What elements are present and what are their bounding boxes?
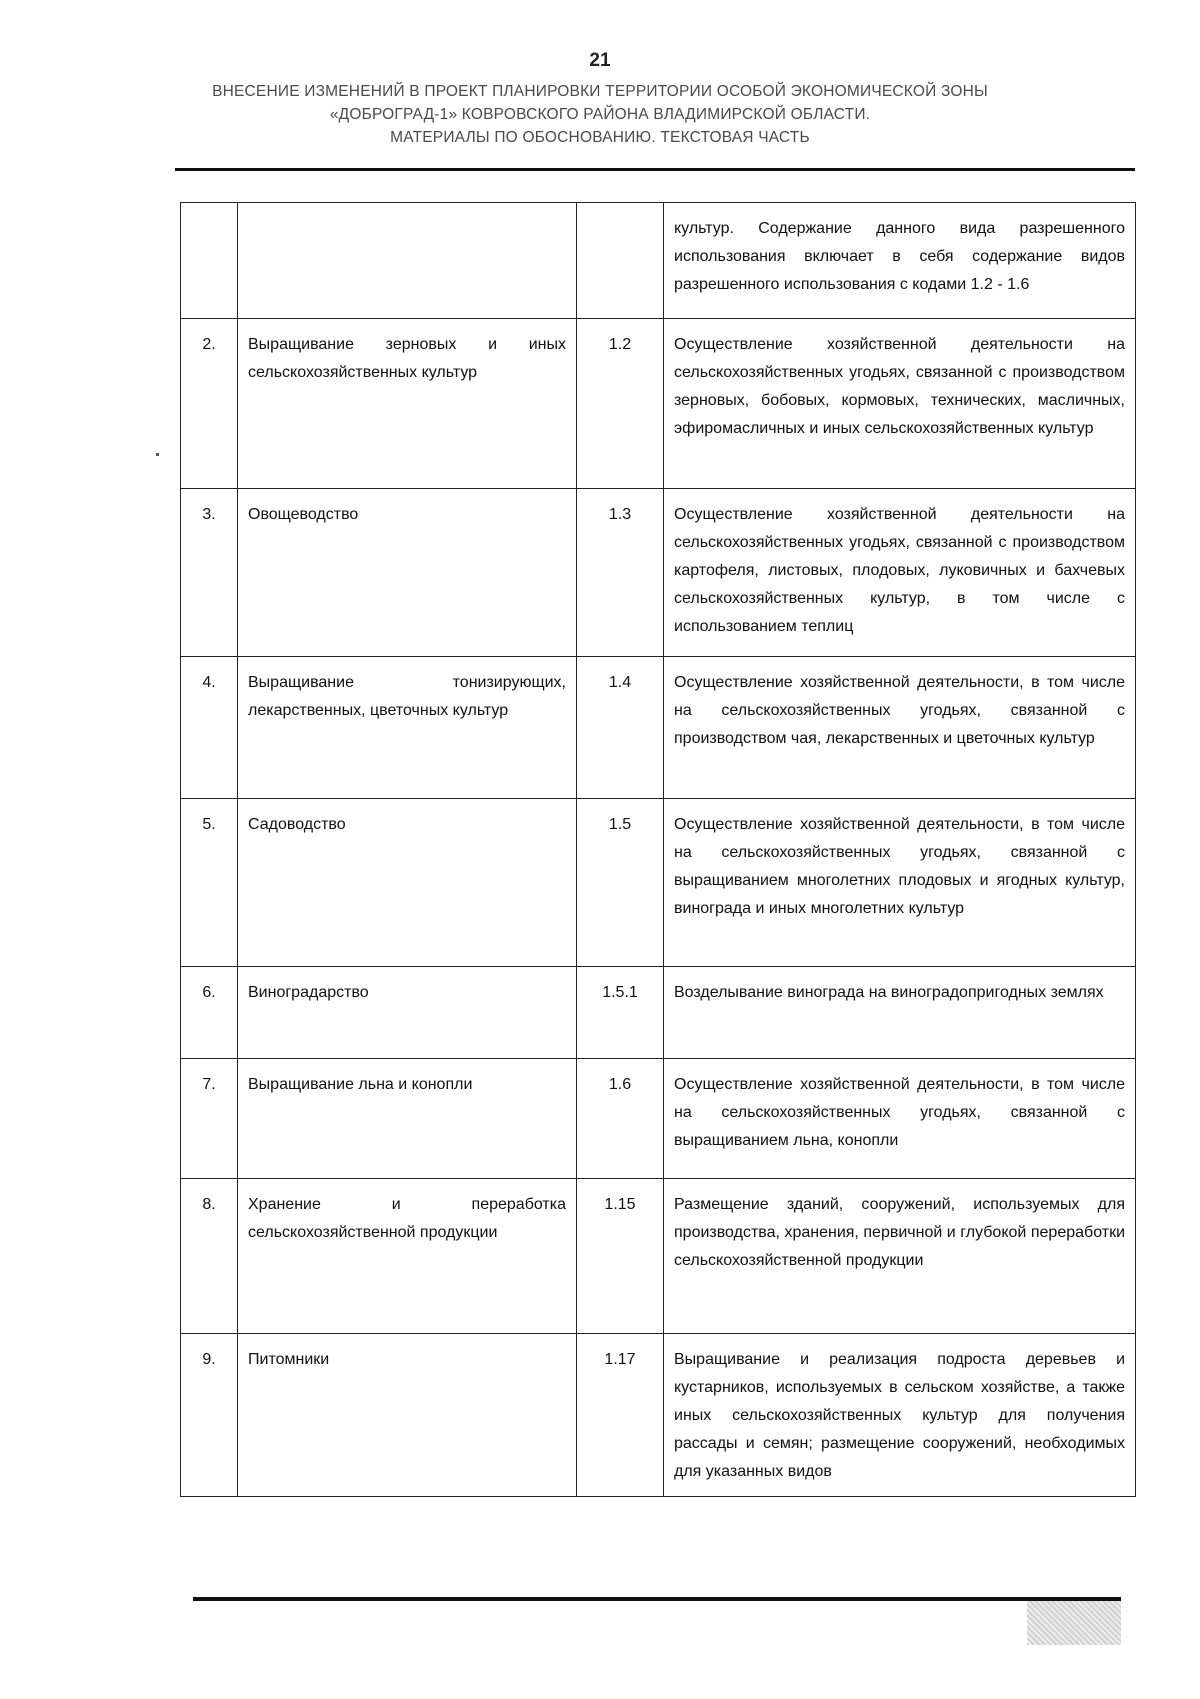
scan-stamp (1027, 1601, 1121, 1645)
table-row (181, 319, 1136, 489)
header-line-2: «ДОБРОГРАД-1» КОВРОВСКОГО РАЙОНА ВЛАДИМИРСКОЙ ОБЛАСТИ. (329, 106, 871, 123)
land-use-description: Выращивание и реализация подроста деревьев и кустарников, используемых в сельском хозяйстве, а также иных сельскохозяйственных культур для получения рассады и семян; размещение сооружений, необходимых для указанных видов (664, 1334, 1136, 1497)
land-use-description: Осуществление хозяйственной деятельности на сельскохозяйственных угодьях, связанной с производством картофеля, листовых, плодовых, луковичных и бахчевых сельскохозяйственных культур, в том числе с использованием теплиц (664, 489, 1136, 657)
row-number (181, 203, 238, 319)
row-number: 9. (181, 1334, 238, 1497)
land-use-name: Выращивание льна и конопли (238, 1059, 577, 1179)
table-row (181, 657, 1136, 799)
land-use-code: 1.17 (577, 1334, 664, 1497)
land-use-code: 1.6 (577, 1059, 664, 1179)
land-use-name: Выращивание тонизирующих, лекарственных, цветочных культур (238, 657, 577, 799)
land-use-table (180, 202, 1136, 1497)
table-row (181, 799, 1136, 967)
land-use-description: Осуществление хозяйственной деятельности на сельскохозяйственных угодьях, связанной с производством зерновых, бобовых, кормовых, технических, масличных, эфиромасличных и иных сельскохозяйственных культур (664, 319, 1136, 489)
page-number: 21 (589, 50, 611, 71)
row-number: 8. (181, 1179, 238, 1334)
land-use-name (238, 203, 577, 319)
row-number: 5. (181, 799, 238, 967)
scan-speck (156, 453, 159, 456)
row-number: 3. (181, 489, 238, 657)
row-number: 4. (181, 657, 238, 799)
table-row (181, 1059, 1136, 1179)
land-use-code: 1.2 (577, 319, 664, 489)
land-use-code: 1.4 (577, 657, 664, 799)
land-use-name: Выращивание зерновых и иных сельскохозяйственных культур (238, 319, 577, 489)
land-use-name: Садоводство (238, 799, 577, 967)
document-header (150, 80, 1050, 149)
row-number: 2. (181, 319, 238, 489)
table-row (181, 203, 1136, 319)
table-row (181, 1179, 1136, 1334)
header-divider (175, 168, 1135, 171)
land-use-description: культур. Содержание данного вида разрешенного использования включает в себя содержание видов разрешенного использования с кодами 1.2 - 1.6 (664, 203, 1136, 319)
table-row (181, 489, 1136, 657)
land-use-name: Овощеводство (238, 489, 577, 657)
land-use-code: 1.5.1 (577, 967, 664, 1059)
header-line-3: МАТЕРИАЛЫ ПО ОБОСНОВАНИЮ. ТЕКСТОВАЯ ЧАСТЬ (390, 129, 810, 146)
land-use-code: 1.5 (577, 799, 664, 967)
land-use-name: Питомники (238, 1334, 577, 1497)
land-use-name: Хранение и переработка сельскохозяйственной продукции (238, 1179, 577, 1334)
footer-divider (193, 1597, 1121, 1601)
land-use-name: Виноградарство (238, 967, 577, 1059)
land-use-code: 1.3 (577, 489, 664, 657)
row-number: 7. (181, 1059, 238, 1179)
row-number: 6. (181, 967, 238, 1059)
land-use-description: Возделывание винограда на виноградопригодных землях (664, 967, 1136, 1059)
table-row (181, 967, 1136, 1059)
land-use-description: Осуществление хозяйственной деятельности, в том числе на сельскохозяйственных угодьях, связанной с выращиванием льна, конопли (664, 1059, 1136, 1179)
land-use-code: 1.15 (577, 1179, 664, 1334)
land-use-description: Осуществление хозяйственной деятельности, в том числе на сельскохозяйственных угодьях, связанной с выращиванием многолетних плодовых и ягодных культур, винограда и иных многолетних культур (664, 799, 1136, 967)
header-line-1: ВНЕСЕНИЕ ИЗМЕНЕНИЙ В ПРОЕКТ ПЛАНИРОВКИ ТЕРРИТОРИИ ОСОБОЙ ЭКОНОМИЧЕСКОЙ ЗОНЫ (212, 83, 988, 100)
land-use-code (577, 203, 664, 319)
table-row (181, 1334, 1136, 1497)
land-use-description: Осуществление хозяйственной деятельности, в том числе на сельскохозяйственных угодьях, связанной с производством чая, лекарственных и цветочных культур (664, 657, 1136, 799)
land-use-description: Размещение зданий, сооружений, используемых для производства, хранения, первичной и глубокой переработки сельскохозяйственной продукции (664, 1179, 1136, 1334)
